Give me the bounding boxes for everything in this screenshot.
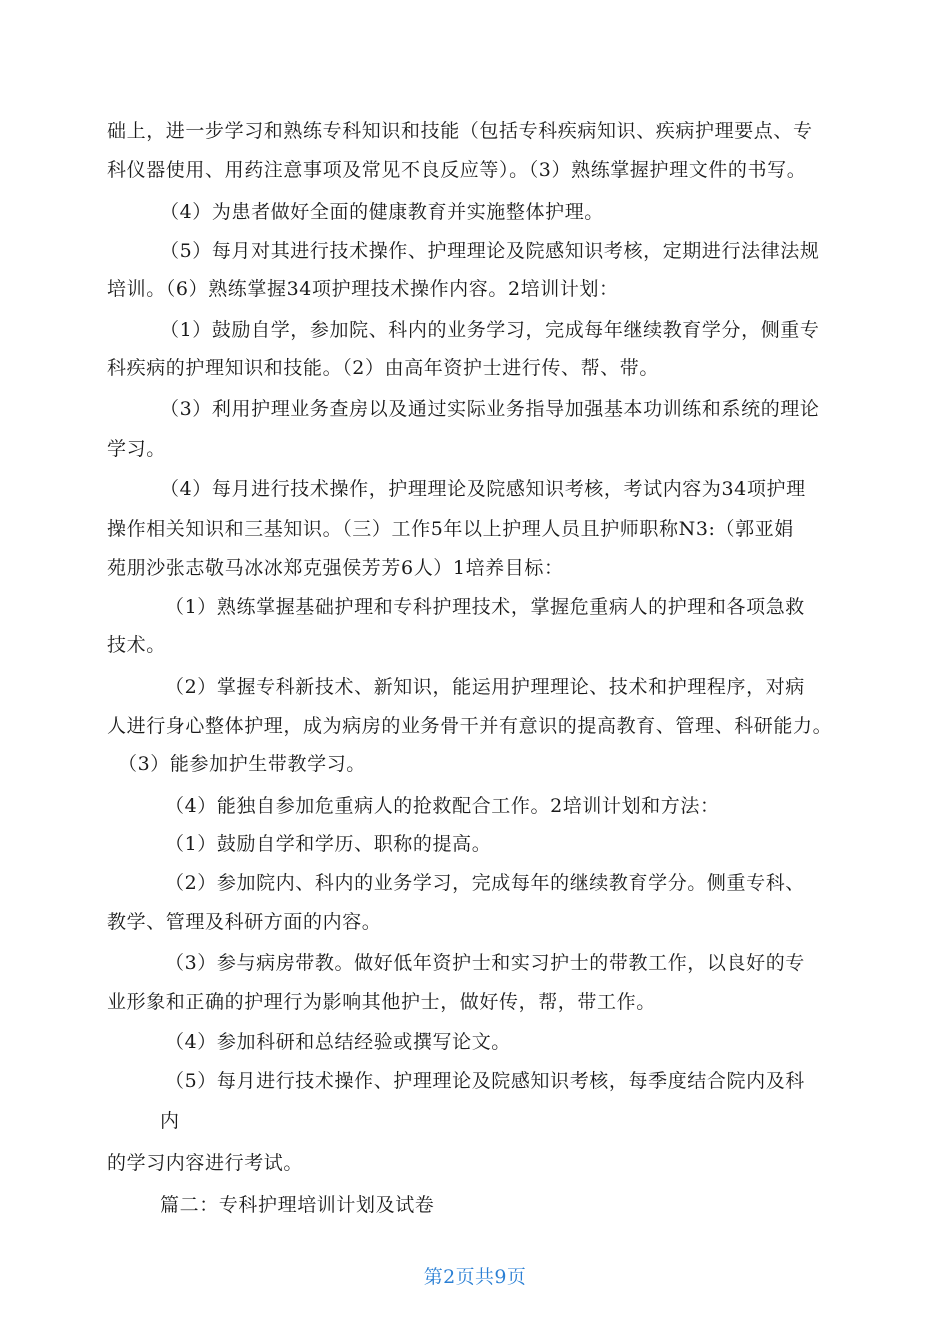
text-line: 技术。 [107, 634, 166, 656]
text-line: （5）每月进行技术操作、护理理论及院感知识考核，每季度结合院内及科 [165, 1070, 805, 1092]
text-line: （2）参加院内、科内的业务学习，完成每年的继续教育学分。侧重专科、 [165, 872, 805, 894]
text-line: 教学、管理及科研方面的内容。 [107, 911, 382, 933]
text-line: 培训。（6）熟练掌握34项护理技术操作内容。2培训计划： [107, 278, 619, 300]
text-line: （5）每月对其进行技术操作、护理理论及院感知识考核，定期进行法律法规 [160, 240, 820, 262]
text-line: （1）鼓励自学，参加院、科内的业务学习，完成每年继续教育学分，侧重专 [160, 319, 820, 341]
text-line: 苑朋沙张志敬马冰冰郑克强侯芳芳6人）1培养目标： [107, 557, 564, 579]
text-line: （3）利用护理业务查房以及通过实际业务指导加强基本功训练和系统的理论 [160, 398, 820, 420]
text-line: 的学习内容进行考试。 [107, 1152, 304, 1174]
text-line: （3）能参加护生带教学习。 [118, 753, 366, 775]
text-line: 内 [160, 1110, 180, 1132]
text-line: （1）熟练掌握基础护理和专科护理技术，掌握危重病人的护理和各项急救 [165, 596, 805, 618]
page-number-footer: 第2页共9页 [423, 1266, 527, 1288]
text-line: 操作相关知识和三基知识。（三）工作5年以上护理人员且护师职称N3:（郭亚娟 [107, 518, 794, 540]
text-line: （4）每月进行技术操作，护理理论及院感知识考核，考试内容为34项护理 [160, 478, 806, 500]
text-line: （3）参与病房带教。做好低年资护士和实习护士的带教工作，以良好的专 [165, 952, 805, 974]
text-line: （4）为患者做好全面的健康教育并实施整体护理。 [160, 201, 604, 223]
text-line: （1）鼓励自学和学历、职称的提高。 [165, 833, 492, 855]
text-line: （4）参加科研和总结经验或撰写论文。 [165, 1031, 511, 1053]
text-line: 科疾病的护理知识和技能。（2）由高年资护士进行传、帮、带。 [107, 357, 659, 379]
text-line: 科仪器使用、用药注意事项及常见不良反应等）。（3）熟练掌握护理文件的书写。 [107, 159, 807, 181]
text-line: 业形象和正确的护理行为影响其他护士，做好传，帮，带工作。 [107, 991, 656, 1013]
text-line: 人进行身心整体护理，成为病房的业务骨干并有意识的提高教育、管理、科研能力。 [107, 715, 833, 737]
section-heading: 篇二：专科护理培训计划及试卷 [160, 1194, 435, 1216]
text-line: 学习。 [107, 438, 166, 460]
text-line: （4）能独自参加危重病人的抢救配合工作。2培训计划和方法： [165, 795, 720, 817]
text-line: （2）掌握专科新技术、新知识，能运用护理理论、技术和护理程序，对病 [165, 676, 805, 698]
text-line: 础上，进一步学习和熟练专科知识和技能（包括专科疾病知识、疾病护理要点、专 [107, 120, 813, 142]
